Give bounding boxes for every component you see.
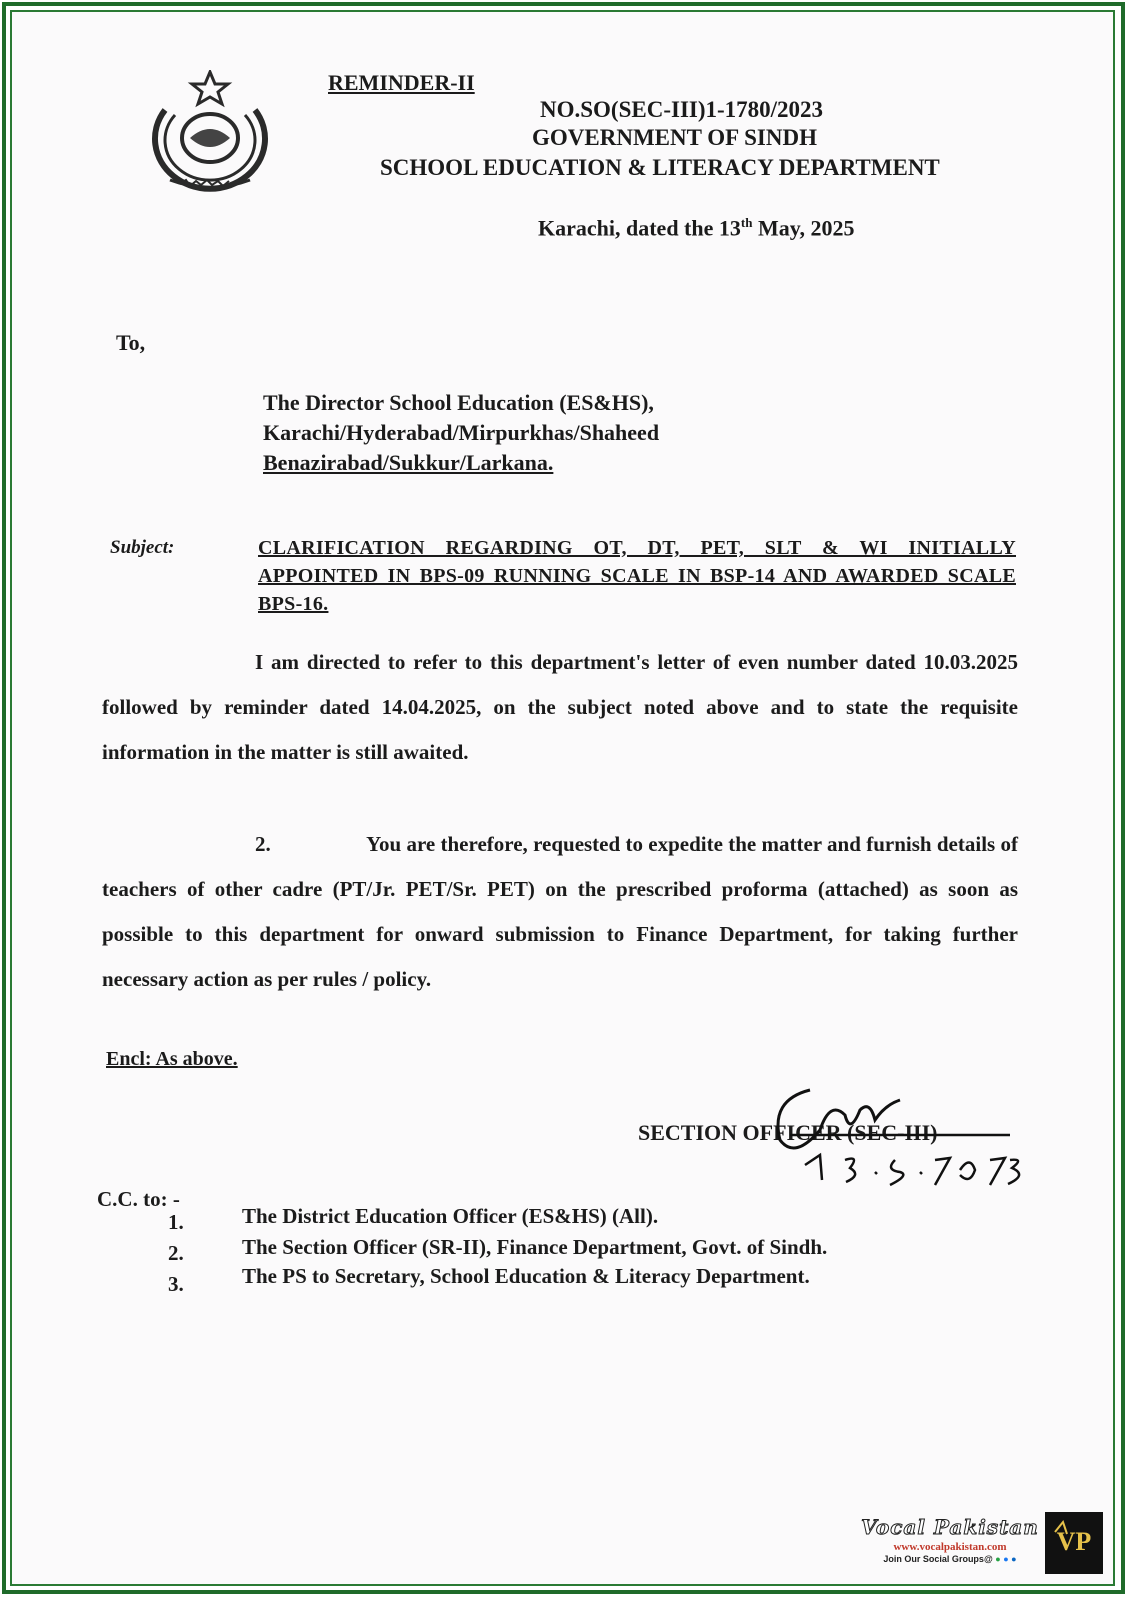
brand-name: Vocal Pakistan: [861, 1515, 1039, 1539]
brand-url: www.vocalpakistan.com: [893, 1541, 1007, 1553]
cc-item-number: 2.: [168, 1241, 184, 1265]
handwritten-signature-icon: [750, 1060, 1050, 1200]
cc-item-number: 1.: [168, 1210, 184, 1234]
recipient-address: [263, 388, 659, 478]
subject-text: CLARIFICATION REGARDING OT, DT, PET, SLT & WI INITIALLY APPOINTED IN BPS-09 RUNNING SCALE IN BSP-14 AND AWARDED SCALE BPS-16.: [258, 537, 1016, 615]
vocal-pakistan-watermark: [850, 1515, 1050, 1564]
cc-item-text: The District Education Officer (ES&HS) (All).: [242, 1204, 659, 1228]
body-paragraph-2: 2. You are therefore, requested to expedite the matter and furnish details of teachers of other cadre (PT/Jr. PET/Sr. PET) on the prescribed proforma (attached) as soon as possible to this department for onward submission to Finance Department, for taking further necessary action as per rules / policy.: [102, 832, 1018, 991]
cc-item-text: The PS to Secretary, School Education & Literacy Department.: [242, 1264, 810, 1288]
reminder-heading: REMINDER-II: [328, 70, 475, 95]
page-frame-inner: [10, 10, 1115, 1586]
signatory-title: SECTION OFFICER (SEC-III): [638, 1120, 938, 1145]
address-line-3: Benazirabad/Sukkur/Larkana.: [263, 450, 554, 475]
brand-join-text: Join Our Social Groups@ ● ● ●: [883, 1554, 1017, 1564]
cc-item-number: 3.: [168, 1272, 184, 1296]
body-paragraph-1: I am directed to refer to this department's letter of even number dated 10.03.2025 followed by reminder dated 14.04.2025, on the subject noted above and to state the requisite information in the matter is still awaited.: [102, 650, 1018, 764]
vocal-pakistan-logo-icon: [1045, 1512, 1103, 1574]
letter-date: Karachi, dated the 13th May, 2025: [538, 215, 855, 241]
address-line-1: The Director School Education (ES&HS),: [263, 390, 654, 415]
subject-label: Subject:: [110, 537, 175, 558]
enclosure-note: Encl: As above.: [106, 1048, 238, 1070]
department-title: SCHOOL EDUCATION & LITERACY DEPARTMENT: [380, 155, 940, 180]
cc-label: C.C. to: -: [97, 1187, 180, 1211]
svg-text:VP: VP: [1056, 1527, 1092, 1556]
reference-number: NO.SO(SEC-III)1-1780/2023: [540, 97, 824, 122]
sindh-government-seal-icon: [135, 70, 285, 195]
government-title: GOVERNMENT OF SINDH: [532, 125, 817, 150]
salutation-to: To,: [116, 330, 146, 355]
cc-item-text: The Section Officer (SR-II), Finance Department, Govt. of Sindh.: [242, 1235, 828, 1259]
address-line-2: Karachi/Hyderabad/Mirpurkhas/Shaheed: [263, 420, 660, 445]
